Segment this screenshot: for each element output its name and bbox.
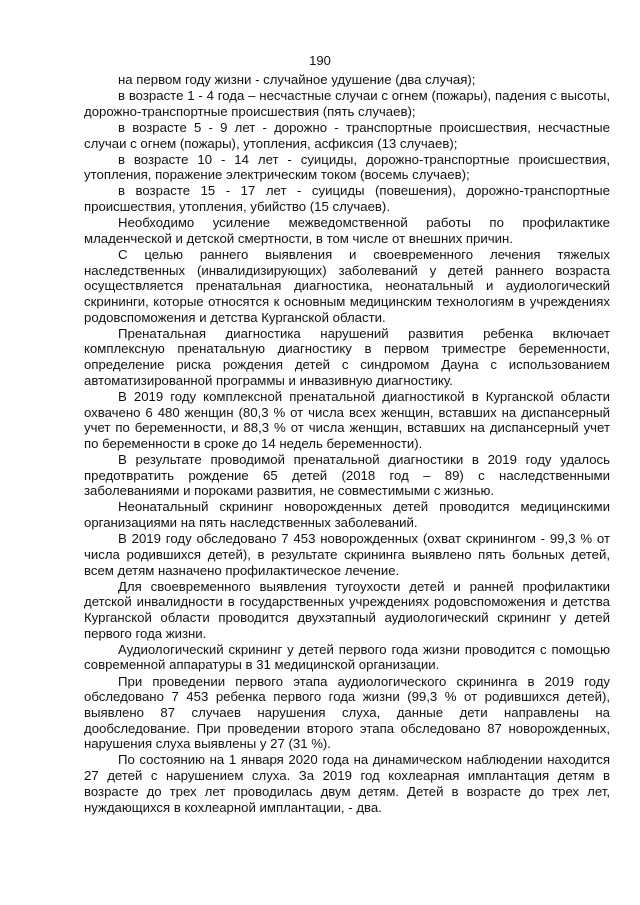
paragraph: в возрасте 10 - 14 лет - суициды, дорожно-транспортные происшествия, утопления, поражение электрическим током (восемь случаев); <box>84 151 610 183</box>
paragraph: По состоянию на 1 января 2020 года на динамическом наблюдении находится 27 детей с нарушением слуха. За 2019 год кохлеарная имплантация детям в возрасте до трех лет проводилась двум детям. Детей в возрасте до трех лет, нуждающихся в кохлеарной имплантации, - два. <box>84 752 610 815</box>
paragraph: в возрасте 5 - 9 лет - дорожно - транспортные происшествия, несчастные случаи с огнем (пожары), утопления, асфиксия (13 случаев); <box>84 119 610 151</box>
document-body <box>84 72 610 816</box>
paragraph: В результате проводимой пренатальной диагностики в 2019 году удалось предотвратить рождение 65 детей (2018 год – 89) с наследственными заболеваниями и пороками развития, не совместимыми с жизнью. <box>84 451 610 499</box>
paragraph: В 2019 году комплексной пренатальной диагностикой в Курганской области охвачено 6 480 женщин (80,3 % от числа всех женщин, вставших на диспансерный учет по беременности, и 88,3 % от числа женщин, вставших на диспансерный учет по беременности в сроке до 14 недель беременности). <box>84 388 610 451</box>
paragraph: Необходимо усиление межведомственной работы по профилактике младенческой и детской смертности, в том числе от внешних причин. <box>84 215 610 246</box>
paragraph: в возрасте 15 - 17 лет - суициды (повешения), дорожно-транспортные происшествия, утопления, убийство (15 случаев). <box>84 183 610 214</box>
paragraph: При проведении первого этапа аудиологического скрининга в 2019 году обследовано 7 453 ребенка первого года жизни (99,3 % от родившихся детей), выявлено 87 случаев нарушения слуха, данные дети направлены на дообследование. При проведении второго этапа обследовано 87 новорожденных, нарушения слуха выявлены у 27 (31 %). <box>84 673 610 752</box>
paragraph: Неонатальный скрининг новорожденных детей проводится медицинскими организациями на пять наследственных заболеваний. <box>84 499 610 531</box>
page-number: 190 <box>309 53 331 68</box>
paragraph: в возрасте 1 - 4 года – несчастные случаи с огнем (пожары), падения с высоты, дорожно-транспортные происшествия (пять случаев); <box>84 88 610 119</box>
paragraph: Аудиологический скрининг у детей первого года жизни проводится с помощью современной аппаратуры в 31 медицинской организации. <box>84 641 610 673</box>
paragraph: С целью раннего выявления и своевременного лечения тяжелых наследственных (инвалидизирующих) заболеваний у детей раннего возраста осуществляется пренатальная диагностика, неонатальный и аудиологический скрининги, которые относятся к основным медицинским технологиям в учреждениях родовспоможения и детства Курганской области. <box>84 246 610 325</box>
paragraph: Для своевременного выявления тугоухости детей и ранней профилактики детской инвалидности в государственных учреждениях родовспоможения и детства Курганской области проводится двухэтапный аудиологический скрининг у детей первого года жизни. <box>84 578 610 641</box>
paragraph: на первом году жизни - случайное удушение (два случая); <box>118 72 476 87</box>
paragraph: Пренатальная диагностика нарушений развития ребенка включает комплексную пренатальную диагностику в первом триместре беременности, определение риска рождения детей с синдромом Дауна с использованием автоматизированной программы и инвазивную диагностику. <box>84 325 610 388</box>
paragraph: В 2019 году обследовано 7 453 новорожденных (охват скринингом - 99,3 % от числа родившихся детей), в результате скрининга выявлено пять больных детей, всем детям назначено профилактическое лечение. <box>84 531 610 578</box>
